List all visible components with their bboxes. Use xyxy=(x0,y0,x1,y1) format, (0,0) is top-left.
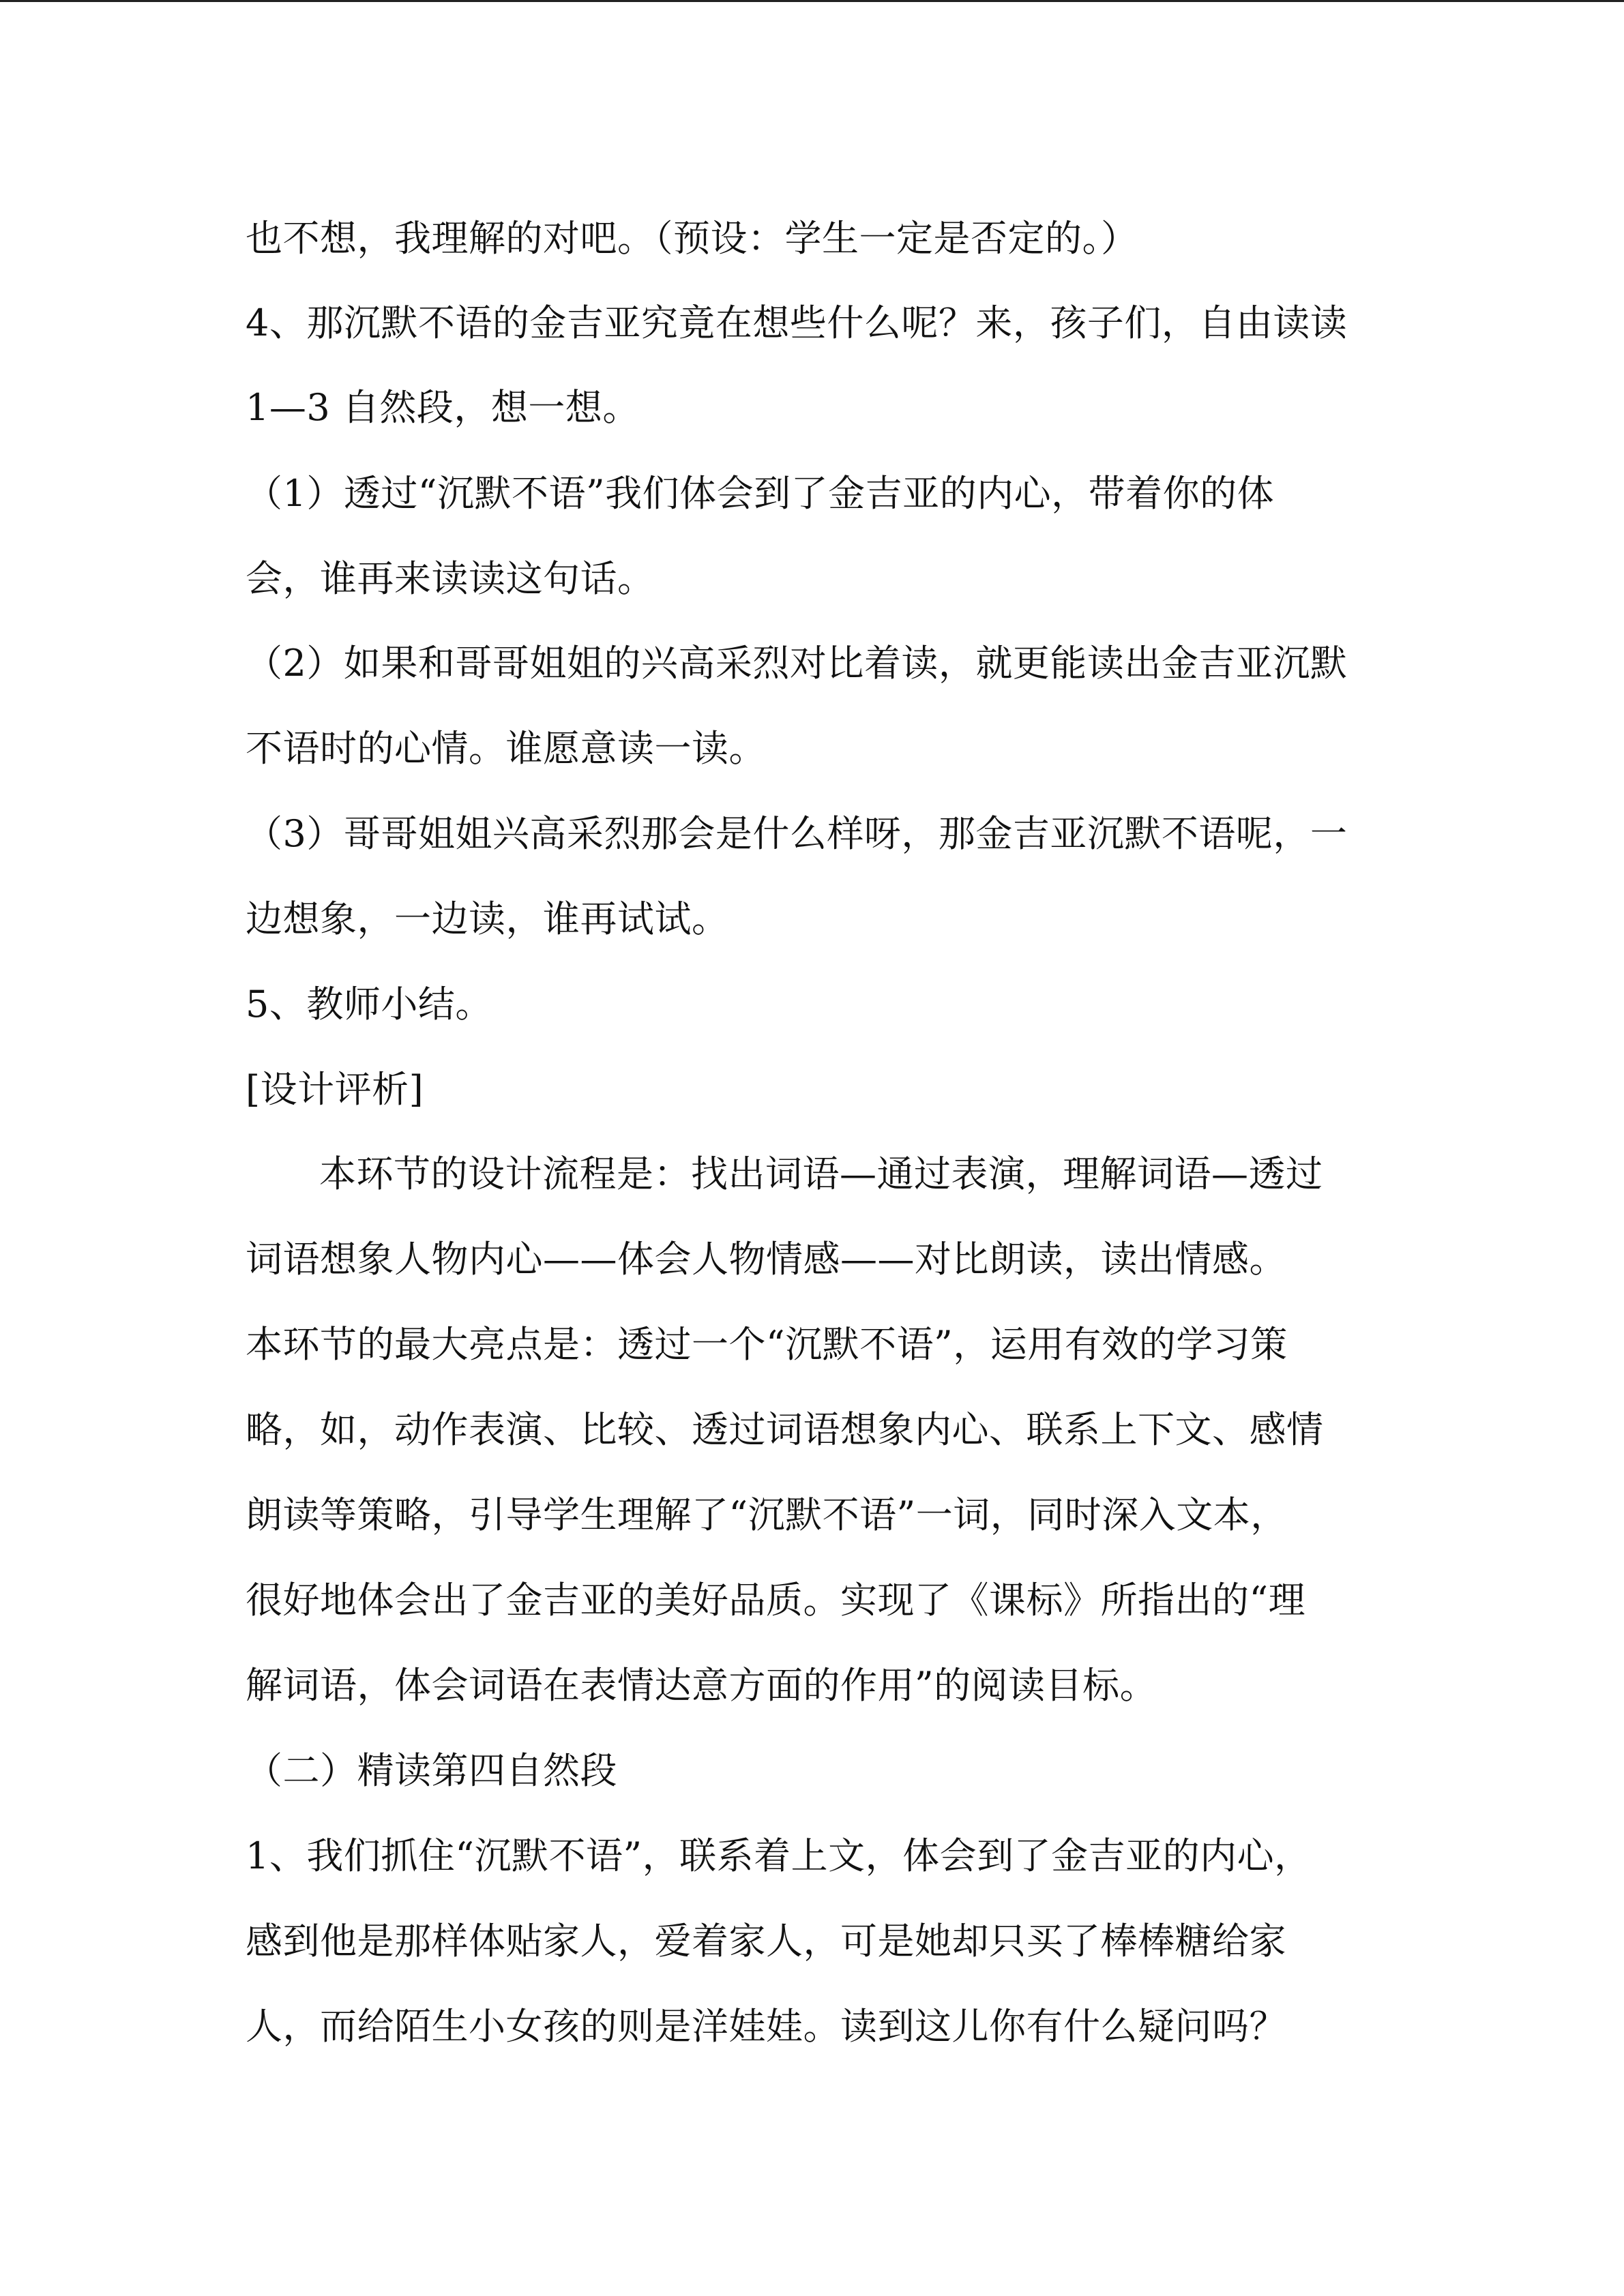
text-line: 很好地体会出了金吉亚的美好品质。实现了《课标》所指出的“理 xyxy=(246,1579,1306,1622)
text-line: （2）如果和哥哥姐姐的兴高采烈对比着读，就更能读出金吉亚沉默 xyxy=(246,642,1348,685)
text-line: 4、那沉默不语的金吉亚究竟在想些什么呢？来，孩子们，自由读读 xyxy=(246,301,1348,344)
text-line: 词语想象人物内心——体会人物情感——对比朗读，读出情感。 xyxy=(246,1238,1286,1281)
text-line: 边想象，一边读，谁再试试。 xyxy=(246,897,729,940)
text-line: 解词语，体会词语在表情达意方面的作用”的阅读目标。 xyxy=(246,1664,1157,1707)
text-line: 也不想，我理解的对吧。（预设：学生一定是否定的。） xyxy=(246,217,1138,260)
text-line: 1、我们抓住“沉默不语”，联系着上文，体会到了金吉亚的内心， xyxy=(246,1834,1312,1877)
text-line: 不语时的心情。谁愿意读一读。 xyxy=(246,727,766,770)
text-line: 感到他是那样体贴家人，爱着家人，可是她却只买了棒棒糖给家 xyxy=(246,1920,1286,1963)
text-line: 1—3 自然段，想一想。 xyxy=(246,386,640,429)
text-line: （1）透过“沉默不语”我们体会到了金吉亚的内心，带着你的体 xyxy=(246,472,1275,515)
page-top-border xyxy=(0,0,1624,2)
text-line: 本环节的最大亮点是：透过一个“沉默不语”，运用有效的学习策 xyxy=(246,1323,1288,1366)
text-line: （3）哥哥姐姐兴高采烈那会是什么样呀，那金吉亚沉默不语呢，一 xyxy=(246,812,1348,855)
section-label: [设计评析] xyxy=(246,1068,424,1111)
text-line: 5、教师小结。 xyxy=(246,983,492,1026)
text-line: 朗读等策略，引导学生理解了“沉默不语”一词，同时深入文本， xyxy=(246,1493,1288,1536)
text-line: 会，谁再来读读这句话。 xyxy=(246,557,655,600)
text-line: 人，而给陌生小女孩的则是洋娃娃。读到这儿你有什么疑问吗？ xyxy=(246,2005,1286,2048)
text-line: 本环节的设计流程是：找出词语—通过表演，理解词语—透过 xyxy=(319,1152,1323,1195)
text-line: 略，如，动作表演、比较、透过词语想象内心、联系上下文、感情 xyxy=(246,1408,1324,1451)
section-heading: （二）精读第四自然段 xyxy=(246,1749,617,1792)
